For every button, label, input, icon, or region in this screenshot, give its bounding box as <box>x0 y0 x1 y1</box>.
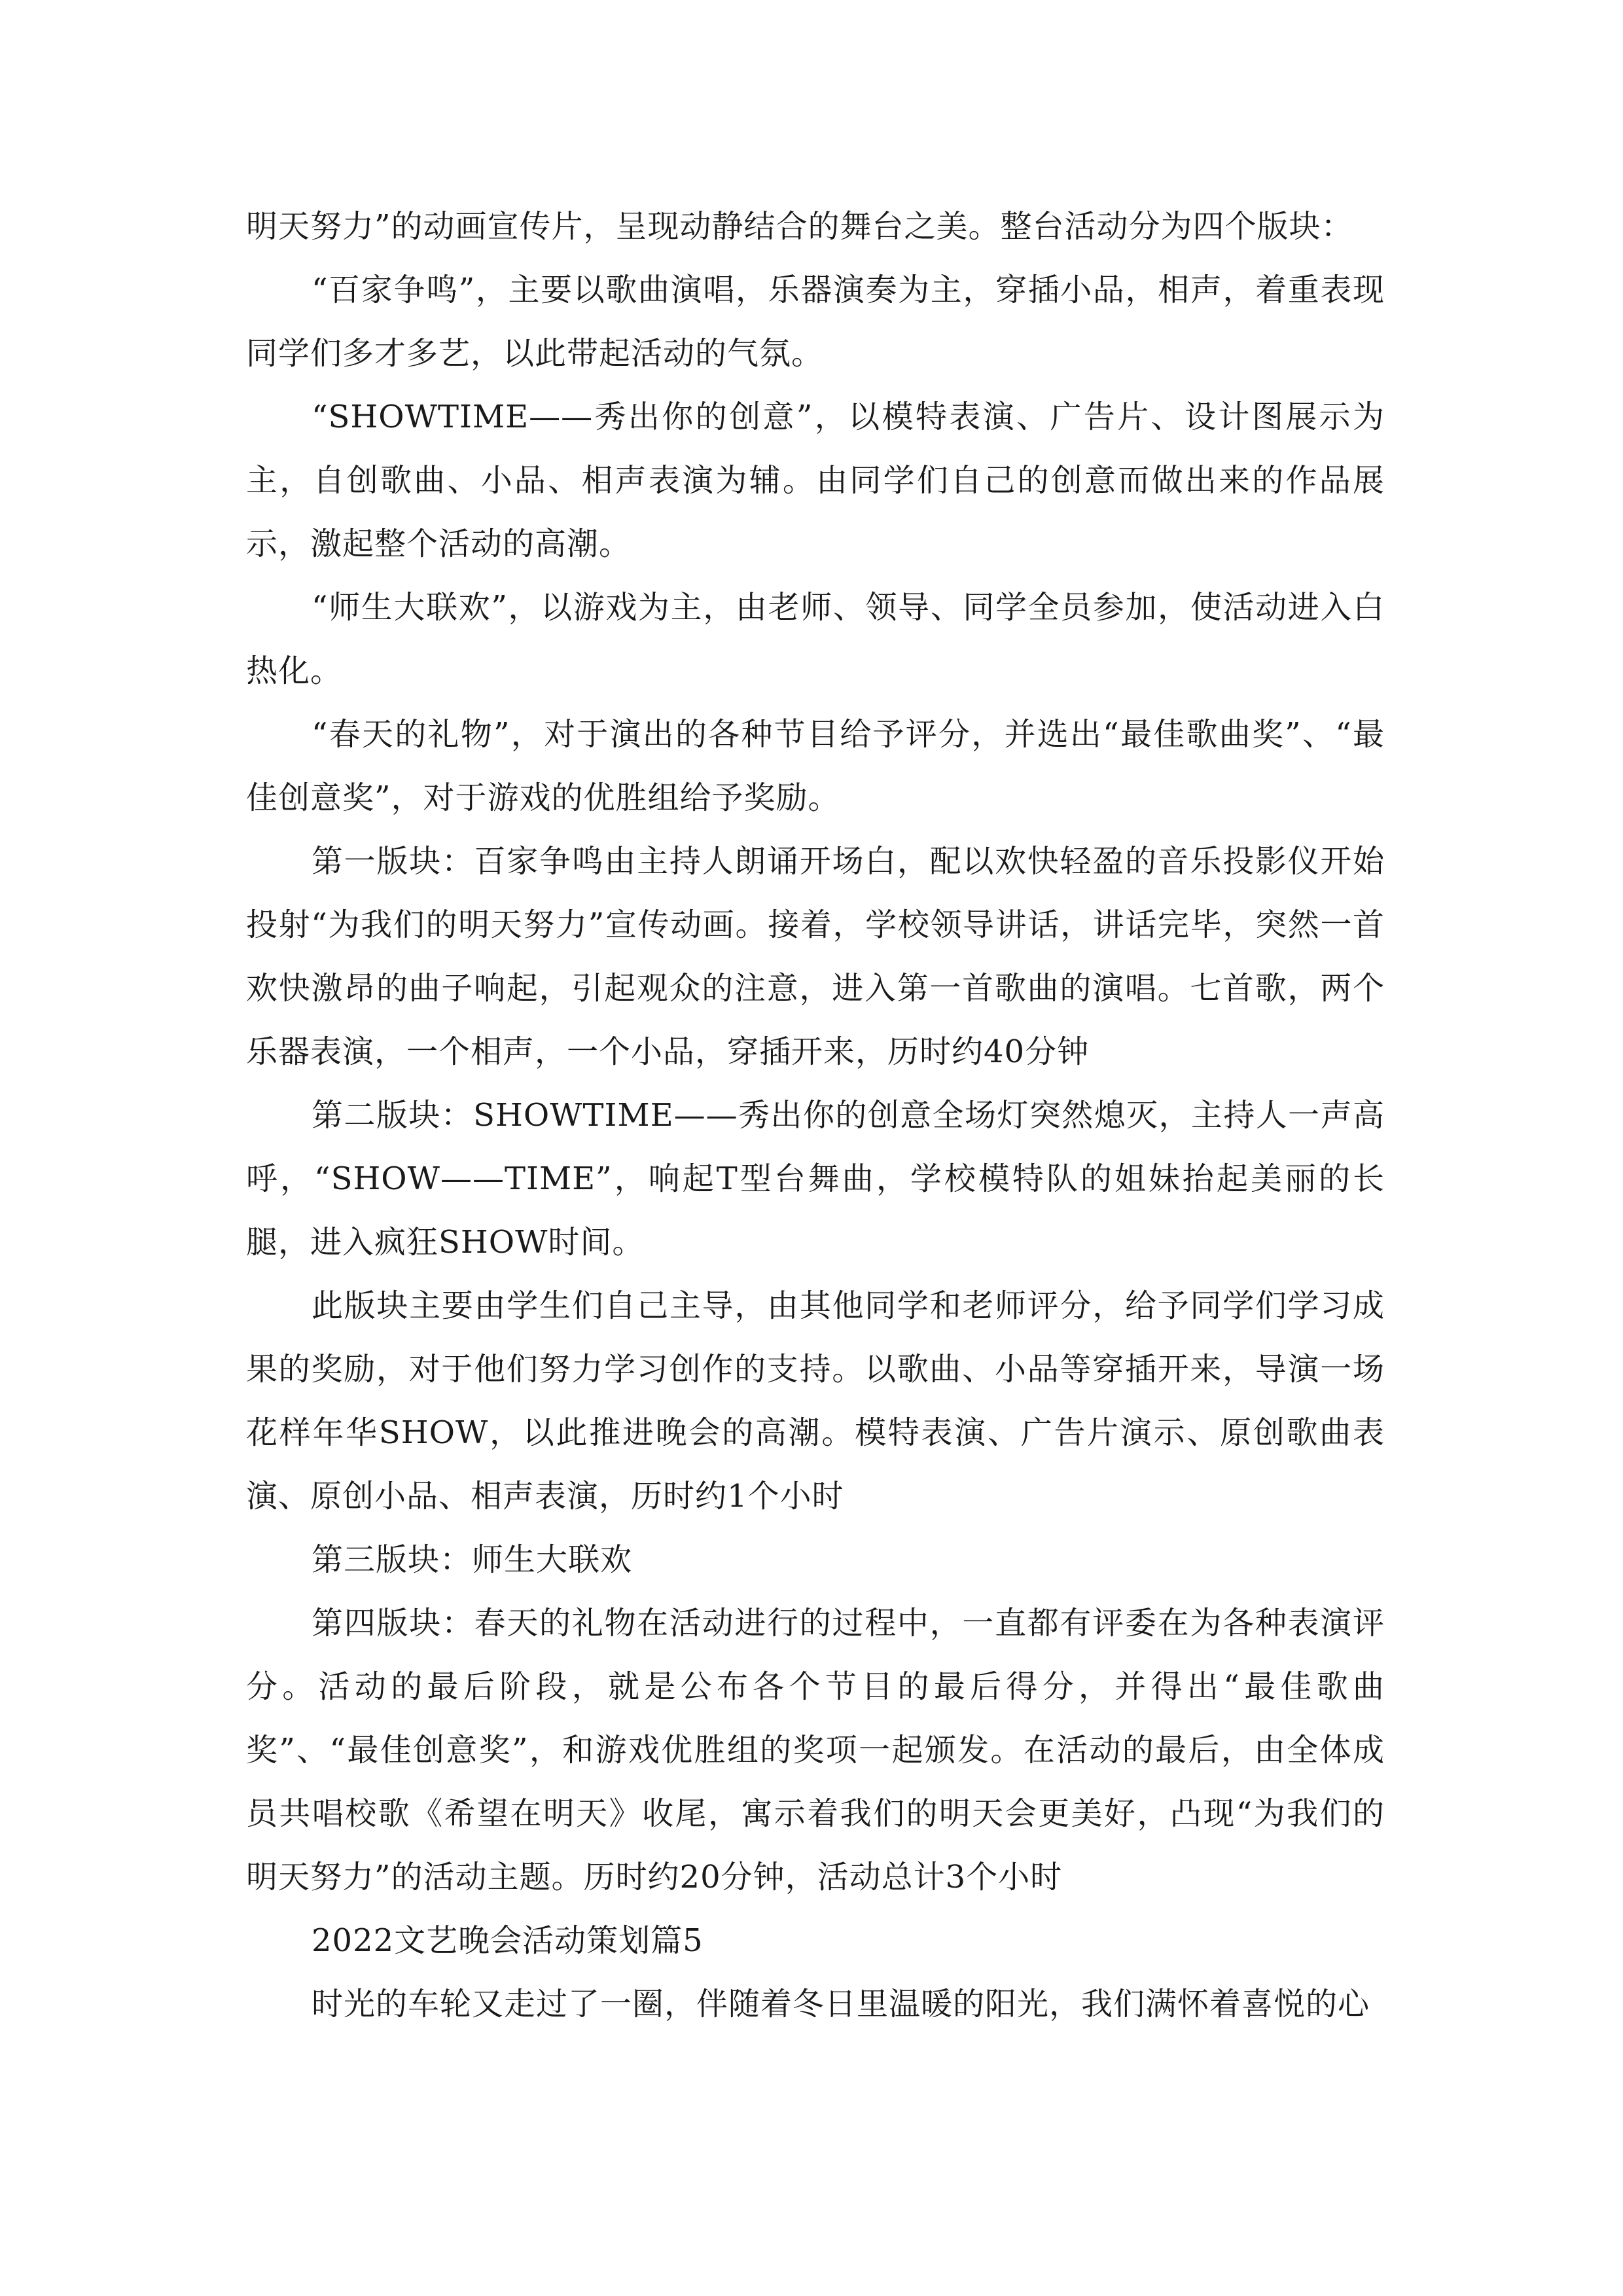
paragraph-8: 第三版块：师生大联欢 <box>312 1541 633 1578</box>
document-body <box>246 195 1385 2036</box>
paragraph-7: 此版块主要由学生们自己主导，由其他同学和老师评分，给予同学们学习成果的奖励，对于他们努力学习创作的支持。以歌曲、小品等穿插开来，导演一场花样年华SHOW，以此推进晚会的高潮。模特表演、广告片演示、原创歌曲表演、原创小品、相声表演，历时约1个小时 <box>246 1287 1385 1515</box>
paragraph-11: 时光的车轮又走过了一圈，伴随着冬日里温暖的阳光，我们满怀着喜悦的心 <box>312 1986 1370 2022</box>
paragraph-5: 第一版块：百家争鸣由主持人朗诵开场白，配以欢快轻盈的音乐投影仪开始投射“为我们的明天努力”宣传动画。接着，学校领导讲话，讲话完毕，突然一首欢快激昂的曲子响起，引起观众的注意，进入第一首歌曲的演唱。七首歌，两个乐器表演，一个相声，一个小品，穿插开来，历时约40分钟 <box>246 843 1385 1070</box>
paragraph-1: “百家争鸣”，主要以歌曲演唱，乐器演奏为主，穿插小品，相声，着重表现同学们多才多艺，以此带起活动的气氛。 <box>246 272 1385 372</box>
paragraph-6: 第二版块：SHOWTIME——秀出你的创意全场灯突然熄灭，主持人一声高呼，“SHOW——TIME”，响起T型台舞曲，学校模特队的姐妹抬起美丽的长腿，进入疯狂SHOW时间。 <box>246 1097 1385 1261</box>
paragraph-4: “春天的礼物”，对于演出的各种节目给予评分，并选出“最佳歌曲奖”、“最佳创意奖”，对于游戏的优胜组给予奖励。 <box>246 716 1385 816</box>
paragraph-0: 明天努力”的动画宣传片，呈现动静结合的舞台之美。整台活动分为四个版块： <box>246 208 1353 245</box>
paragraph-2: “SHOWTIME——秀出你的创意”，以模特表演、广告片、设计图展示为主，自创歌曲、小品、相声表演为辅。由同学们自己的创意而做出来的作品展示，激起整个活动的高潮。 <box>246 399 1385 562</box>
paragraph-9: 第四版块：春天的礼物在活动进行的过程中，一直都有评委在为各种表演评分。活动的最后阶段，就是公布各个节目的最后得分，并得出“最佳歌曲奖”、“最佳创意奖”，和游戏优胜组的奖项一起颁发。在活动的最后，由全体成员共唱校歌《希望在明天》收尾，寓示着我们的明天会更美好，凸现“为我们的明天努力”的活动主题。历时约20分钟，活动总计3个小时 <box>246 1605 1385 1895</box>
paragraph-3: “师生大联欢”，以游戏为主，由老师、领导、同学全员参加，使活动进入白热化。 <box>246 589 1385 689</box>
section-heading: 2022文艺晚会活动策划篇5 <box>312 1922 704 1959</box>
